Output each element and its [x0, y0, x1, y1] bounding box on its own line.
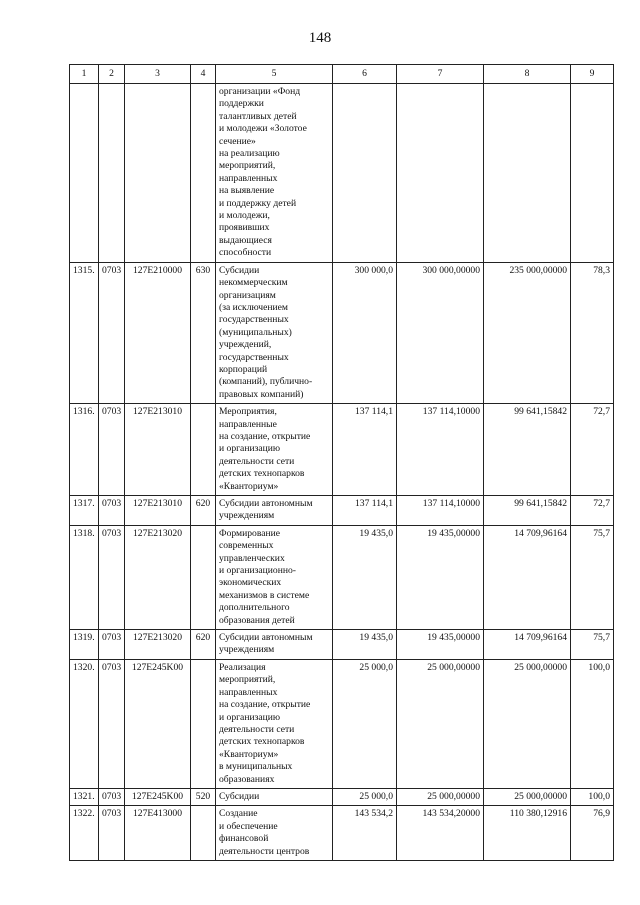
target-article-cell: [125, 84, 191, 263]
approved-amount-cell: 137 114,10000: [397, 404, 484, 496]
percent-cell: 75,7: [571, 525, 614, 629]
expense-type-cell: [191, 525, 216, 629]
section-code-cell: 0703: [99, 525, 125, 629]
percent-cell: [571, 84, 614, 263]
percent-cell: 78,3: [571, 262, 614, 403]
plan-amount-cell: 19 435,0: [333, 525, 397, 629]
target-article-cell: 127E245K00: [125, 788, 191, 805]
table-row: [70, 404, 614, 496]
percent-cell: 100,0: [571, 788, 614, 805]
row-number-cell: 1317.: [70, 496, 99, 526]
header-cell: 4: [191, 65, 216, 84]
plan-amount-cell: 137 114,1: [333, 496, 397, 526]
target-article-cell: 127E213020: [125, 630, 191, 660]
expense-type-cell: 620: [191, 630, 216, 660]
header-cell: 7: [397, 65, 484, 84]
description-cell: Создание и обеспечение финансовой деятельности центров: [216, 806, 333, 861]
percent-cell: 75,7: [571, 630, 614, 660]
table-row: [70, 659, 614, 788]
executed-amount-cell: 235 000,00000: [484, 262, 571, 403]
description-cell: Мероприятия, направленные на создание, открытие и организацию деятельности сети детских технопарков «Кванториум»: [216, 404, 333, 496]
approved-amount-cell: 143 534,20000: [397, 806, 484, 861]
description-cell: Формирование современных управленческих и организационно- экономических механизмов в системе дополнительного образования детей: [216, 525, 333, 629]
target-article-cell: 127E213020: [125, 525, 191, 629]
approved-amount-cell: [397, 84, 484, 263]
approved-amount-cell: 19 435,00000: [397, 630, 484, 660]
header-cell: 3: [125, 65, 191, 84]
description-cell: Реализация мероприятий, направленных на создание, открытие и организацию деятельности сети детских технопарков «Кванториум» в муниципальных образованиях: [216, 659, 333, 788]
table-row: [70, 262, 614, 403]
table-row: [70, 630, 614, 660]
approved-amount-cell: 25 000,00000: [397, 659, 484, 788]
expense-type-cell: [191, 404, 216, 496]
expense-type-cell: [191, 659, 216, 788]
percent-cell: 76,9: [571, 806, 614, 861]
approved-amount-cell: 25 000,00000: [397, 788, 484, 805]
section-code-cell: 0703: [99, 806, 125, 861]
approved-amount-cell: 19 435,00000: [397, 525, 484, 629]
budget-table: [69, 64, 614, 861]
row-number-cell: [70, 84, 99, 263]
row-number-cell: 1319.: [70, 630, 99, 660]
plan-amount-cell: [333, 84, 397, 263]
section-code-cell: 0703: [99, 496, 125, 526]
section-code-cell: 0703: [99, 404, 125, 496]
percent-cell: 72,7: [571, 404, 614, 496]
approved-amount-cell: 137 114,10000: [397, 496, 484, 526]
plan-amount-cell: 143 534,2: [333, 806, 397, 861]
row-number-cell: 1315.: [70, 262, 99, 403]
target-article-cell: 127E413000: [125, 806, 191, 861]
table-row: [70, 84, 614, 263]
table-row: [70, 806, 614, 861]
section-code-cell: 0703: [99, 788, 125, 805]
target-article-cell: 127E245K00: [125, 659, 191, 788]
percent-cell: 72,7: [571, 496, 614, 526]
header-cell: 9: [571, 65, 614, 84]
executed-amount-cell: 14 709,96164: [484, 525, 571, 629]
executed-amount-cell: 14 709,96164: [484, 630, 571, 660]
expense-type-cell: 630: [191, 262, 216, 403]
target-article-cell: 127E210000: [125, 262, 191, 403]
expense-type-cell: [191, 806, 216, 861]
plan-amount-cell: 25 000,0: [333, 788, 397, 805]
row-number-cell: 1316.: [70, 404, 99, 496]
header-cell: 8: [484, 65, 571, 84]
table-row: [70, 496, 614, 526]
approved-amount-cell: 300 000,00000: [397, 262, 484, 403]
header-cell: 6: [333, 65, 397, 84]
executed-amount-cell: 25 000,00000: [484, 788, 571, 805]
section-code-cell: 0703: [99, 262, 125, 403]
description-cell: Субсидии некоммерческим организациям (за исключением государственных (муниципальных) учреждений, государственных корпораций (компаний), публично- правовых компаний): [216, 262, 333, 403]
row-number-cell: 1322.: [70, 806, 99, 861]
section-code-cell: 0703: [99, 659, 125, 788]
description-cell: Субсидии: [216, 788, 333, 805]
header-cell: 1: [70, 65, 99, 84]
plan-amount-cell: 137 114,1: [333, 404, 397, 496]
executed-amount-cell: 25 000,00000: [484, 659, 571, 788]
target-article-cell: 127E213010: [125, 404, 191, 496]
header-cell: 2: [99, 65, 125, 84]
target-article-cell: 127E213010: [125, 496, 191, 526]
row-number-cell: 1321.: [70, 788, 99, 805]
description-cell: организации «Фонд поддержки талантливых детей и молодежи «Золотое сечение» на реализацию мероприятий, направленных на выявление и поддержку детей и молодежи, проявивших выдающиеся способности: [216, 84, 333, 263]
page-number: 148: [308, 30, 332, 46]
header-row: [70, 65, 614, 84]
section-code-cell: 0703: [99, 630, 125, 660]
expense-type-cell: 620: [191, 496, 216, 526]
header-cell: 5: [216, 65, 333, 84]
expense-type-cell: [191, 84, 216, 263]
expense-type-cell: 520: [191, 788, 216, 805]
plan-amount-cell: 300 000,0: [333, 262, 397, 403]
plan-amount-cell: 19 435,0: [333, 630, 397, 660]
description-cell: Субсидии автономным учреждениям: [216, 630, 333, 660]
description-cell: Субсидии автономным учреждениям: [216, 496, 333, 526]
row-number-cell: 1320.: [70, 659, 99, 788]
executed-amount-cell: 99 641,15842: [484, 496, 571, 526]
row-number-cell: 1318.: [70, 525, 99, 629]
section-code-cell: [99, 84, 125, 263]
table-row: [70, 525, 614, 629]
executed-amount-cell: [484, 84, 571, 263]
executed-amount-cell: 110 380,12916: [484, 806, 571, 861]
plan-amount-cell: 25 000,0: [333, 659, 397, 788]
percent-cell: 100,0: [571, 659, 614, 788]
table-row: [70, 788, 614, 805]
executed-amount-cell: 99 641,15842: [484, 404, 571, 496]
